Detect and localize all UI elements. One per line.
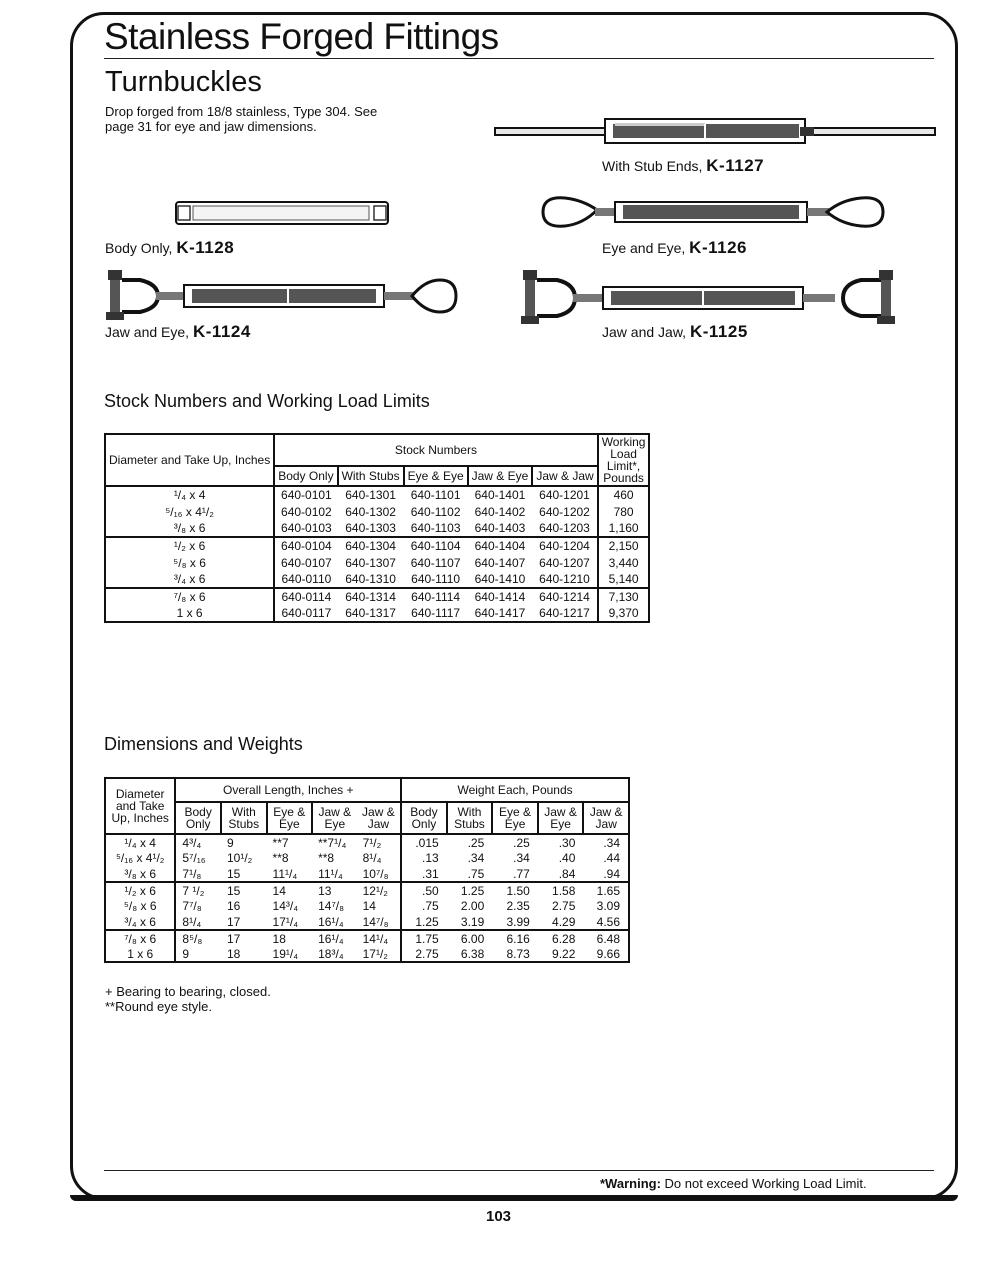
load-limit-cell: 460 [598,486,650,503]
caption-stub-ends: With Stub Ends, K-1127 [602,156,765,175]
stock-number-cell: 640-1410 [474,572,526,586]
length-cell: 11¹/₄ [318,866,343,881]
weight-cell: 8.73 [506,946,530,961]
stock-number-cell: 640-0104 [281,539,332,553]
size-cell: ³/₈ x 6 [105,520,274,537]
weight-cell: .94 [603,866,620,881]
dims-column-header: Jaw & Eye [312,802,357,834]
jaw-and-jaw-turnbuckle-illustration [515,268,900,328]
stock-header-load-limit: Working Load Limit*, Pounds [598,434,650,486]
dims-column-header: Jaw & Jaw [357,802,402,834]
table-row [105,946,629,962]
weight-cell: .34 [467,851,485,865]
length-cell: 15 [226,883,241,898]
length-cell: 10¹/₂ [226,851,253,865]
size-cell: ⁵/₁₆ x 4¹/₂ [105,850,175,866]
weight-cell: .44 [603,851,620,865]
weight-cell: 1.25 [460,883,485,898]
stock-number-cell: 640-1114 [411,590,461,604]
footer-rule [104,1170,934,1171]
stock-number-cell: 640-1203 [539,521,590,535]
dims-column-header: Eye & Eye [267,802,313,834]
table-row [105,834,629,850]
length-cell: 18³/₄ [318,946,344,961]
dims-column-header: Jaw & Eye [538,802,584,834]
length-cell: 14¹/₄ [357,930,402,946]
stock-section-heading: Stock Numbers and Working Load Limits [104,391,430,411]
table-row [105,520,649,537]
dims-column-header: With Stubs [447,802,493,834]
title-rule [104,58,934,59]
section-subtitle: Turnbuckles [105,66,262,98]
stub-ends-turnbuckle-illustration [495,112,935,152]
caption-jaw-and-eye: Jaw and Eye, K-1124 [105,322,251,341]
weight-cell: .50 [422,883,439,898]
stock-number-cell: 640-1401 [474,488,526,502]
table-row [105,605,649,622]
intro-text: Drop forged from 18/8 stainless, Type 304. See page 31 for eye and jaw dimensions. [105,104,378,134]
stock-column-header: Body Only [274,466,337,486]
dimensions-weights-table [104,777,630,963]
caption-eye-and-eye: Eye and Eye, K-1126 [602,238,747,257]
weight-cell: 6.48 [596,931,620,946]
size-cell: ¹/₂ x 6 [105,537,274,554]
weight-cell: 3.09 [596,899,620,913]
weight-cell: .40 [558,851,576,865]
weight-cell: 9.66 [596,946,620,961]
length-cell: 17¹/₂ [357,946,402,962]
page-title: Stainless Forged Fittings [104,16,499,57]
dims-header-diameter: Diameter and Take Up, Inches [105,778,175,834]
stock-number-cell: 640-1304 [345,539,396,553]
stock-number-cell: 640-1102 [410,504,461,519]
stock-number-cell: 640-0102 [281,504,332,519]
size-cell: 1 x 6 [105,946,175,962]
length-cell: 8¹/₄ [357,850,402,866]
stock-number-cell: 640-1414 [474,590,526,604]
stock-number-cell: 640-1303 [345,521,396,535]
size-cell: ⁷/₈ x 6 [105,930,175,946]
load-limit-cell: 3,440 [598,554,650,571]
table-row [105,866,629,882]
stock-column-header: Jaw & Jaw [532,466,597,486]
stock-number-cell: 640-1417 [474,606,526,620]
stock-number-cell: 640-1217 [539,606,590,620]
page-frame-bottom-rule [70,1195,958,1201]
dims-column-header: Body Only [175,802,221,834]
stock-number-cell: 640-1403 [474,521,526,535]
weight-cell: 1.25 [415,914,439,929]
weight-cell: 3.19 [460,914,485,929]
weight-cell: 6.16 [506,931,530,946]
dims-header-weight: Weight Each, Pounds [457,783,573,797]
table-row [105,930,629,946]
table-row [105,503,649,520]
weight-cell: 4.29 [552,914,576,929]
caption-body-only: Body Only, K-1128 [105,238,235,257]
stock-number-cell: 640-1404 [474,539,526,553]
page-number: 103 [486,1208,512,1225]
weight-cell: 2.75 [552,899,576,913]
length-cell: 4³/₄ [182,835,202,850]
length-cell: 14 [357,898,402,914]
weight-cell: 6.00 [460,931,485,946]
stock-number-cell: 640-1117 [411,606,461,620]
length-cell: 5⁷/₁₆ [182,851,206,865]
stock-number-cell: 640-1110 [411,572,461,586]
length-cell: 15 [226,866,241,881]
length-cell: 12¹/₂ [357,882,402,898]
stock-number-cell: 640-0117 [281,606,332,620]
length-cell: **8 [272,851,289,865]
length-cell: 7 ¹/₂ [182,883,205,898]
table-row [105,554,649,571]
warning-note: *Warning: Do not exceed Working Load Limit. [600,1176,867,1191]
size-cell: ¹/₄ x 4 [105,486,274,503]
length-cell: 17¹/₄ [272,914,299,929]
stock-header-stock-numbers: Stock Numbers [394,443,477,457]
stock-number-cell: 640-0103 [281,521,332,535]
stock-number-cell: 640-1107 [410,555,461,570]
length-cell: 18 [272,931,286,946]
size-cell: ¹/₄ x 4 [105,834,175,850]
length-cell: 9 [182,946,190,961]
load-limit-cell: 7,130 [598,588,650,605]
table-row [105,914,629,930]
length-cell: 14³/₄ [272,899,299,913]
weight-cell: 6.38 [460,946,485,961]
stock-column-header: Jaw & Eye [468,466,533,486]
stock-number-cell: 640-0114 [281,590,332,604]
length-cell: 11¹/₄ [272,866,298,881]
length-cell: 17 [226,914,241,929]
table-row [105,898,629,914]
size-cell: ⁷/₈ x 6 [105,588,274,605]
weight-cell: 1.50 [506,883,530,898]
stock-number-cell: 640-1104 [410,539,461,553]
stock-number-cell: 640-0107 [281,555,332,570]
weight-cell: .34 [513,851,530,865]
weight-cell: 1.58 [552,883,576,898]
length-cell: 16¹/₄ [318,931,344,946]
note-bearing: + Bearing to bearing, closed. [105,984,271,999]
load-limit-cell: 2,150 [598,537,650,554]
size-cell: ³/₄ x 6 [105,571,274,588]
weight-cell: .34 [603,835,620,850]
weight-cell: 1.65 [596,883,620,898]
stock-number-cell: 640-1214 [539,590,590,604]
stock-header-diameter: Diameter and Take Up, Inches [105,434,274,486]
table-row [105,486,649,503]
weight-cell: 2.75 [415,946,439,961]
weight-cell: 9.22 [552,946,576,961]
stock-number-cell: 640-1310 [345,572,396,586]
dims-column-header: Eye & Eye [492,802,538,834]
size-cell: 1 x 6 [105,605,274,622]
stock-number-cell: 640-0101 [281,488,332,502]
size-cell: ³/₈ x 6 [105,866,175,882]
weight-cell: 3.99 [506,914,530,929]
stock-number-cell: 640-1210 [539,572,590,586]
length-cell: 16¹/₄ [318,914,344,929]
weight-cell: .25 [513,835,530,850]
dims-column-header: With Stubs [221,802,267,834]
stock-number-cell: 640-1407 [474,555,526,570]
size-cell: ³/₄ x 6 [105,914,175,930]
length-cell: 13 [318,883,332,898]
stock-number-cell: 640-1207 [539,555,590,570]
weight-cell: .25 [467,835,485,850]
weight-cell: 4.56 [596,914,620,929]
stock-number-cell: 640-1302 [345,504,396,519]
weight-cell: .31 [422,866,439,881]
length-cell: **7¹/₄ [318,835,347,850]
weight-cell: .75 [422,899,439,913]
stock-number-cell: 640-1314 [345,590,396,604]
stock-number-cell: 640-0110 [281,572,332,586]
size-cell: ¹/₂ x 6 [105,882,175,898]
stock-number-cell: 640-1204 [539,539,590,553]
size-cell: ⁵/₁₆ x 4¹/₂ [105,503,274,520]
eye-and-eye-turnbuckle-illustration [535,190,890,235]
stock-number-cell: 640-1202 [539,504,590,519]
weight-cell: .77 [513,866,530,881]
load-limit-cell: 5,140 [598,571,650,588]
dims-column-header: Jaw & Jaw [583,802,629,834]
weight-cell: .75 [467,866,485,881]
length-cell: 7¹/₈ [182,866,202,881]
length-cell: 9 [226,835,234,850]
length-cell: 8⁵/₈ [182,931,203,946]
table-row [105,882,629,898]
stock-number-cell: 640-1317 [345,606,396,620]
stock-column-header: Eye & Eye [404,466,468,486]
caption-jaw-and-jaw: Jaw and Jaw, K-1125 [602,322,748,341]
length-cell: 14⁷/₈ [357,914,402,930]
length-cell: 14⁷/₈ [318,899,345,913]
length-cell: 8¹/₄ [182,914,202,929]
stock-column-header: With Stubs [338,466,404,486]
table-row [105,850,629,866]
load-limit-cell: 780 [598,503,650,520]
length-cell: **8 [318,851,335,865]
length-cell: 17 [226,931,241,946]
weight-cell: .015 [415,835,439,850]
stock-number-cell: 640-1307 [345,555,396,570]
table-row [105,537,649,554]
dims-header-length: Overall Length, Inches + [175,778,401,802]
length-cell: 7¹/₂ [357,834,402,850]
stock-number-cell: 640-1103 [410,521,461,535]
length-cell: 18 [226,946,241,961]
size-cell: ⁵/₈ x 6 [105,898,175,914]
length-cell: 16 [226,899,241,913]
dims-section-heading: Dimensions and Weights [104,734,303,754]
dims-column-header: Body Only [401,802,447,834]
weight-cell: .13 [422,851,439,865]
load-limit-cell: 1,160 [598,520,650,537]
length-cell: **7 [272,835,289,850]
length-cell: 7⁷/₈ [182,899,202,913]
body-only-turnbuckle-illustration [175,200,390,228]
stock-number-cell: 640-1402 [474,504,526,519]
note-round-eye: **Round eye style. [105,999,212,1014]
table-notes [105,984,271,1014]
weight-cell: 6.28 [552,931,576,946]
length-cell: 10⁷/₈ [357,866,402,882]
stock-number-cell: 640-1201 [539,488,590,502]
stock-numbers-table [104,433,650,623]
weight-cell: .84 [558,866,576,881]
length-cell: 19¹/₄ [272,946,299,961]
weight-cell: 2.00 [460,899,485,913]
jaw-and-eye-turnbuckle-illustration [100,268,460,323]
stock-number-cell: 640-1301 [345,488,396,502]
load-limit-cell: 9,370 [598,605,650,622]
size-cell: ⁵/₈ x 6 [105,554,274,571]
weight-cell: .30 [558,835,576,850]
weight-cell: 2.35 [506,899,530,913]
table-row [105,571,649,588]
weight-cell: 1.75 [415,931,439,946]
stock-number-cell: 640-1101 [410,488,461,502]
length-cell: 14 [272,883,286,898]
table-row [105,588,649,605]
